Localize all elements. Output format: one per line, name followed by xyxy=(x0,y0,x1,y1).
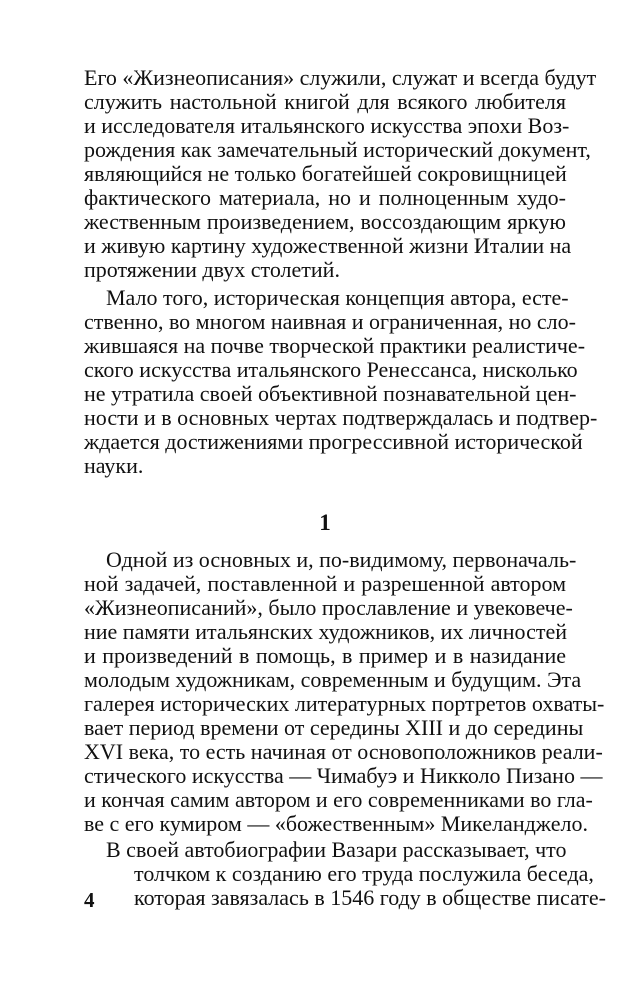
text-line: фактического материала, но и полноценным худо- xyxy=(84,185,566,210)
text-line: XVI века, то есть начиная от основоположников реали- xyxy=(84,739,603,764)
text-line: Его «Жизнеописания» служили, служат и всегда будут xyxy=(84,65,597,90)
text-line: ственно, во многом наивная и ограниченная, но сло- xyxy=(84,309,576,334)
text-line: служить настольной книгой для всякого любителя xyxy=(84,89,566,114)
text-line: и кончая самим автором и его современниками во гла- xyxy=(84,787,593,812)
text-line: толчком к созданию его труда послужила беседа, xyxy=(134,861,594,886)
text-line: и исследователя итальянского искусства эпохи Воз- xyxy=(84,113,570,138)
text-line: жественным произведением, воссоздающим яркую xyxy=(84,209,566,234)
text-line: галерея исторических литературных портретов охваты- xyxy=(84,691,605,716)
text-line: протяжении двух столетий. xyxy=(84,257,340,282)
text-line: Одной из основных и, по-видимому, первоначаль- xyxy=(106,547,577,572)
text-line: вает период времени от середины XIII и до середины xyxy=(84,715,584,740)
text-line: жившаяся на почве творческой практики реалистиче- xyxy=(84,333,586,358)
text-line: Мало того, историческая концепция автора, есте- xyxy=(106,285,569,310)
text-line: «Жизнеописаний», было прославление и увековече- xyxy=(84,595,573,620)
section-heading: 1 xyxy=(319,510,331,535)
text-line: которая завязалась в 1546 году в обществе писате- xyxy=(134,885,606,910)
text-line: ского искусства итальянского Ренессанса, нисколько xyxy=(84,357,578,382)
text-line: ждается достижениями прогрессивной исторической xyxy=(84,429,583,454)
text-line: науки. xyxy=(84,453,144,478)
text-line: рождения как замечательный исторический документ, xyxy=(84,137,591,162)
text-line: ности и в основных чертах подтверждалась и подтвер- xyxy=(84,405,598,430)
text-line: ве с его кумиром — «божественным» Микеланджело. xyxy=(84,811,588,836)
text-line: ние памяти итальянских художников, их личностей xyxy=(84,619,567,644)
page-number: 4 xyxy=(84,888,95,912)
text-line: не утратила своей объективной познавательной цен- xyxy=(84,381,577,406)
text-line: и произведений в помощь, в пример и в назидание xyxy=(84,643,566,668)
text-line: молодым художникам, современным и будущим. Эта xyxy=(84,667,582,692)
text-line: и живую картину художественной жизни Италии на xyxy=(84,233,572,258)
text-line: ной задачей, поставленной и разрешенной автором xyxy=(84,571,566,596)
text-line: стического искусства — Чимабуэ и Никколо Пизано — xyxy=(84,763,603,788)
text-line: В своей автобиографии Вазари рассказывает, что xyxy=(106,837,567,862)
text-line: являющийся не только богатейшей сокровищницей xyxy=(84,161,567,186)
